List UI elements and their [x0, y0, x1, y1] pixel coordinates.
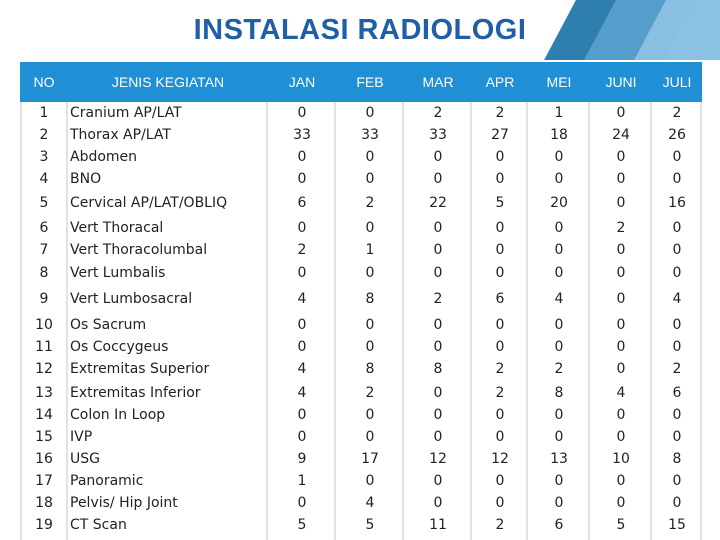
row-month-value: 33: [293, 127, 311, 143]
row-month-value: 4: [365, 495, 375, 511]
row-month-value: 0: [554, 495, 564, 511]
table-header: [20, 62, 702, 102]
table-row: [20, 404, 702, 426]
row-activity-name: Os Sacrum: [70, 317, 147, 333]
table-row: [20, 470, 702, 492]
row-number: 7: [39, 242, 49, 258]
row-month-value: 0: [365, 149, 375, 165]
row-activity-name: Cervical AP/LAT/OBLIQ: [70, 195, 228, 211]
table-row: [20, 382, 702, 404]
table-row: [20, 146, 702, 168]
row-month-value: 0: [616, 105, 626, 121]
row-month-value: 6: [297, 195, 307, 211]
row-month-value: 0: [297, 265, 307, 281]
row-month-value: 27: [491, 127, 509, 143]
row-month-value: 13: [550, 451, 568, 467]
table-body: [20, 102, 702, 540]
row-month-value: 0: [433, 385, 443, 401]
row-month-value: 0: [672, 473, 682, 489]
row-month-value: 0: [554, 149, 564, 165]
row-number: 12: [35, 361, 53, 377]
table-row: [20, 314, 702, 336]
row-month-value: 0: [433, 265, 443, 281]
row-month-value: 0: [554, 339, 564, 355]
row-month-value: 4: [297, 385, 307, 401]
row-month-value: 0: [433, 495, 443, 511]
data-table: [20, 62, 702, 540]
table-row: [20, 358, 702, 380]
row-month-value: 5: [365, 517, 375, 533]
row-month-value: 0: [365, 171, 375, 187]
row-number: 15: [35, 429, 53, 445]
row-number: 4: [39, 171, 49, 187]
row-month-value: 5: [297, 517, 307, 533]
row-month-value: 0: [672, 265, 682, 281]
table-row: [20, 448, 702, 470]
row-month-value: 0: [672, 171, 682, 187]
row-month-value: 33: [361, 127, 379, 143]
row-month-value: 0: [495, 220, 505, 236]
row-month-value: 4: [554, 291, 564, 307]
row-number: 9: [39, 291, 49, 307]
row-number: 19: [35, 517, 53, 533]
row-month-value: 0: [433, 242, 443, 258]
row-activity-name: Pelvis/ Hip Joint: [70, 495, 178, 511]
row-month-value: 16: [668, 195, 686, 211]
row-month-value: 0: [672, 242, 682, 258]
row-number: 18: [35, 495, 53, 511]
row-month-value: 0: [672, 317, 682, 333]
row-month-value: 0: [495, 407, 505, 423]
row-month-value: 0: [297, 149, 307, 165]
row-month-value: 0: [554, 171, 564, 187]
table-row: [20, 124, 702, 146]
row-number: 6: [39, 220, 49, 236]
table-row: [20, 262, 702, 284]
row-month-value: 10: [612, 451, 630, 467]
row-month-value: 2: [554, 361, 564, 377]
row-month-value: 0: [554, 242, 564, 258]
row-month-value: 4: [297, 361, 307, 377]
row-number: 11: [35, 339, 53, 355]
row-number: 2: [39, 127, 49, 143]
row-activity-name: Vert Lumbalis: [70, 265, 166, 281]
row-month-value: 2: [672, 105, 682, 121]
row-month-value: 2: [495, 105, 505, 121]
row-month-value: 0: [495, 495, 505, 511]
row-month-value: 2: [495, 517, 505, 533]
row-number: 1: [39, 105, 49, 121]
row-month-value: 0: [554, 265, 564, 281]
row-activity-name: Panoramic: [70, 473, 144, 489]
row-month-value: 5: [495, 195, 505, 211]
row-month-value: 20: [550, 195, 568, 211]
row-month-value: 0: [495, 149, 505, 165]
row-month-value: 15: [668, 517, 686, 533]
row-month-value: 0: [616, 171, 626, 187]
row-month-value: 0: [365, 317, 375, 333]
row-month-value: 8: [365, 361, 375, 377]
row-month-value: 2: [365, 385, 375, 401]
header-jan: JAN: [288, 74, 316, 90]
row-activity-name: Vert Thoracal: [70, 220, 164, 236]
row-month-value: 0: [297, 105, 307, 121]
row-month-value: 0: [297, 317, 307, 333]
row-month-value: 2: [297, 242, 307, 258]
row-month-value: 12: [429, 451, 447, 467]
row-month-value: 9: [297, 451, 307, 467]
row-month-value: 0: [554, 317, 564, 333]
row-activity-name: IVP: [70, 429, 93, 445]
row-number: 16: [35, 451, 53, 467]
row-month-value: 8: [554, 385, 564, 401]
row-month-value: 0: [616, 429, 626, 445]
header-jenis-kegiatan: JENIS KEGIATAN: [111, 74, 225, 90]
table-row: [20, 168, 702, 190]
row-month-value: 2: [616, 220, 626, 236]
table-row: [20, 288, 702, 310]
header-feb: FEB: [356, 74, 384, 90]
row-month-value: 0: [672, 339, 682, 355]
header-juli: JULI: [662, 74, 692, 90]
row-number: 3: [39, 149, 49, 165]
row-month-value: 0: [433, 317, 443, 333]
row-month-value: 0: [616, 361, 626, 377]
row-month-value: 0: [297, 171, 307, 187]
row-activity-name: Abdomen: [70, 149, 138, 165]
row-activity-name: Vert Lumbosacral: [70, 291, 193, 307]
table-row: [20, 217, 702, 239]
row-month-value: 0: [616, 407, 626, 423]
row-month-value: 2: [672, 361, 682, 377]
row-month-value: 6: [495, 291, 505, 307]
row-month-value: 33: [429, 127, 447, 143]
header-juni: JUNI: [605, 74, 637, 90]
row-month-value: 2: [495, 361, 505, 377]
row-month-value: 0: [672, 220, 682, 236]
row-month-value: 0: [495, 171, 505, 187]
row-month-value: 0: [616, 339, 626, 355]
row-month-value: 6: [554, 517, 564, 533]
header-apr: APR: [485, 74, 515, 90]
row-month-value: 6: [672, 385, 682, 401]
table-row: [20, 426, 702, 448]
table-row: [20, 239, 702, 261]
row-activity-name: USG: [70, 451, 100, 467]
row-month-value: 0: [365, 220, 375, 236]
header-mei: MEI: [546, 74, 572, 90]
row-month-value: 0: [616, 473, 626, 489]
row-activity-name: Extremitas Inferior: [70, 385, 201, 401]
header-no: NO: [33, 74, 55, 90]
row-month-value: 0: [495, 242, 505, 258]
row-month-value: 0: [297, 407, 307, 423]
table-row: [20, 192, 702, 214]
row-month-value: 0: [672, 429, 682, 445]
row-month-value: 0: [616, 195, 626, 211]
row-month-value: 26: [668, 127, 686, 143]
row-month-value: 0: [297, 495, 307, 511]
row-activity-name: Vert Thoracolumbal: [70, 242, 208, 258]
row-month-value: 5: [616, 517, 626, 533]
row-month-value: 0: [297, 220, 307, 236]
row-month-value: 0: [616, 291, 626, 307]
header-mar: MAR: [422, 74, 454, 90]
row-number: 14: [35, 407, 53, 423]
table-row: [20, 102, 702, 124]
row-month-value: 2: [365, 195, 375, 211]
row-month-value: 4: [672, 291, 682, 307]
row-month-value: 0: [554, 473, 564, 489]
row-month-value: 22: [429, 195, 447, 211]
row-month-value: 0: [365, 407, 375, 423]
row-month-value: 18: [550, 127, 568, 143]
row-number: 5: [39, 195, 49, 211]
row-month-value: 8: [672, 451, 682, 467]
row-month-value: 2: [433, 291, 443, 307]
row-month-value: 0: [554, 429, 564, 445]
row-month-value: 0: [433, 473, 443, 489]
row-month-value: 0: [433, 407, 443, 423]
row-number: 17: [35, 473, 53, 489]
row-month-value: 0: [672, 407, 682, 423]
row-month-value: 0: [554, 220, 564, 236]
row-month-value: 0: [554, 407, 564, 423]
row-month-value: 11: [429, 517, 447, 533]
row-activity-name: Extremitas Superior: [70, 361, 210, 377]
row-activity-name: Cranium AP/LAT: [70, 105, 182, 121]
row-month-value: 0: [616, 317, 626, 333]
row-month-value: 0: [616, 242, 626, 258]
table-row: [20, 514, 702, 536]
row-month-value: 0: [616, 495, 626, 511]
row-activity-name: Os Coccygeus: [70, 339, 169, 355]
row-month-value: 17: [361, 451, 379, 467]
row-month-value: 0: [616, 149, 626, 165]
row-month-value: 0: [495, 429, 505, 445]
row-month-value: 0: [672, 149, 682, 165]
row-month-value: 0: [365, 339, 375, 355]
page-title: INSTALASI RADIOLOGI: [193, 14, 527, 46]
row-number: 8: [39, 265, 49, 281]
row-activity-name: Colon In Loop: [70, 407, 166, 423]
row-number: 13: [35, 385, 53, 401]
row-month-value: 0: [365, 265, 375, 281]
row-month-value: 0: [365, 429, 375, 445]
row-month-value: 0: [672, 495, 682, 511]
row-activity-name: Thorax AP/LAT: [70, 127, 171, 143]
row-month-value: 0: [365, 473, 375, 489]
row-month-value: 0: [297, 339, 307, 355]
row-month-value: 0: [297, 429, 307, 445]
row-month-value: 24: [612, 127, 630, 143]
row-month-value: 4: [616, 385, 626, 401]
row-month-value: 8: [365, 291, 375, 307]
row-month-value: 0: [433, 149, 443, 165]
row-month-value: 4: [297, 291, 307, 307]
table-row: [20, 492, 702, 514]
row-month-value: 0: [433, 339, 443, 355]
row-month-value: 12: [491, 451, 509, 467]
row-month-value: 1: [554, 105, 564, 121]
row-month-value: 0: [495, 339, 505, 355]
row-month-value: 8: [433, 361, 443, 377]
row-month-value: 0: [495, 317, 505, 333]
row-month-value: 0: [433, 220, 443, 236]
row-month-value: 2: [433, 105, 443, 121]
row-month-value: 2: [495, 385, 505, 401]
row-activity-name: CT Scan: [70, 517, 127, 533]
row-activity-name: BNO: [70, 171, 102, 187]
row-month-value: 0: [495, 265, 505, 281]
row-month-value: 0: [616, 265, 626, 281]
row-month-value: 1: [297, 473, 307, 489]
row-month-value: 0: [433, 171, 443, 187]
table-row: [20, 336, 702, 358]
row-number: 10: [35, 317, 53, 333]
row-month-value: 1: [365, 242, 375, 258]
row-month-value: 0: [433, 429, 443, 445]
row-month-value: 0: [495, 473, 505, 489]
row-month-value: 0: [365, 105, 375, 121]
